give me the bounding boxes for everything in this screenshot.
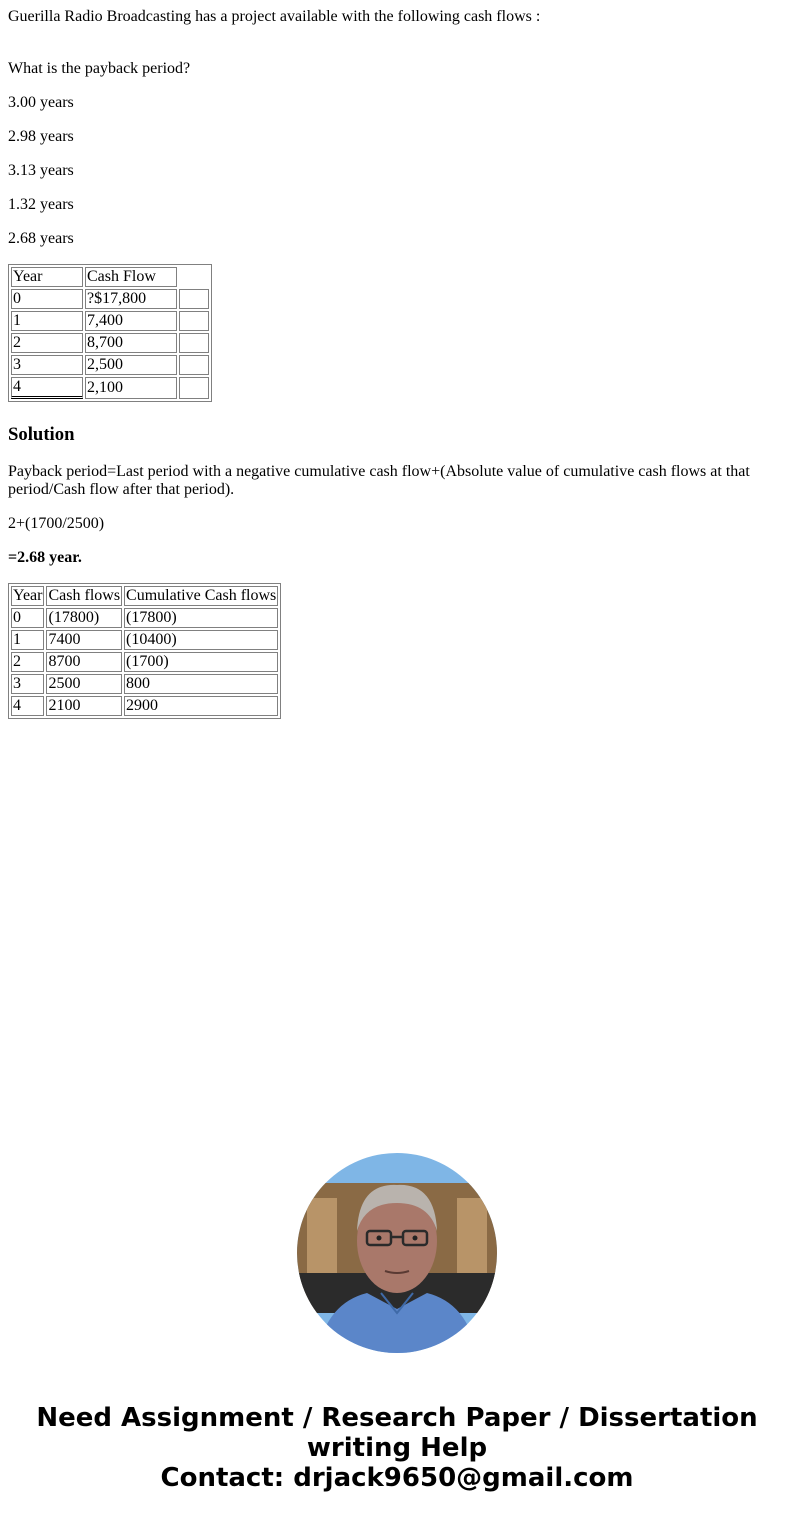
table-cell: 7400: [46, 630, 122, 650]
solution-heading: Solution: [8, 424, 75, 445]
table-row: [11, 608, 278, 628]
answer-option: 2.68 years: [8, 230, 74, 247]
table-header-row: [11, 267, 209, 287]
solution-formula: Payback period=Last period with a negative cumulative cash flow+(Absolute value of cumulative cash flows at that period/Cash flow after that period).: [8, 463, 750, 498]
question-prompt: What is the payback period?: [8, 60, 191, 77]
table-cell: 8700: [46, 652, 122, 672]
table-cell: 1: [11, 311, 83, 331]
table-cell: 0: [11, 608, 44, 628]
table-header-cell: Year: [11, 267, 83, 287]
footer-line: Need Assignment / Research Paper / Dissertation: [36, 1403, 758, 1433]
cumulative-cash-flow-table: [8, 583, 281, 719]
footer-contact-line: Contact: drjack9650@gmail.com: [160, 1463, 634, 1493]
answer-option: 2.98 years: [8, 128, 74, 145]
table-row: [11, 630, 278, 650]
table-cell: 2900: [124, 696, 278, 716]
question-text: Guerilla Radio Broadcasting has a project available with the following cash flows :: [8, 8, 541, 25]
table-row: [11, 377, 209, 399]
table-cell: 1: [11, 630, 44, 650]
table-empty-cell: [179, 311, 209, 331]
table-cell: 800: [124, 674, 278, 694]
table-cell: (1700): [124, 652, 278, 672]
table-cell: (17800): [124, 608, 278, 628]
table-cell: 2: [11, 333, 83, 353]
table-row: [11, 355, 209, 375]
table-empty-cell: [179, 355, 209, 375]
table-cell: 8,700: [85, 333, 177, 353]
table-row: [11, 674, 278, 694]
table-header-row: [11, 586, 278, 606]
table-header-cell: Cash Flow: [85, 267, 177, 287]
table-cell: ?$17,800: [85, 289, 177, 309]
table-cell: (17800): [46, 608, 122, 628]
table-row: [11, 652, 278, 672]
solution-calculation: 2+(1700/2500): [8, 515, 105, 532]
cash-flow-table: [8, 264, 212, 402]
table-row: [11, 333, 209, 353]
footer-contact-banner: [0, 1403, 794, 1493]
table-cell: 3: [11, 355, 83, 375]
table-cell: 4: [11, 696, 44, 716]
author-avatar: [297, 1153, 497, 1353]
table-header-cell: Cash flows: [48, 587, 121, 604]
table-cell: 4: [11, 377, 83, 399]
table-cell: 3: [11, 674, 44, 694]
table-header-cell: Year: [13, 587, 43, 604]
table-header-cell: Cumulative Cash flows: [126, 587, 277, 604]
table-empty-cell: [179, 289, 209, 309]
answer-option: 3.00 years: [8, 94, 74, 111]
table-empty-cell: [179, 267, 209, 287]
table-cell: (10400): [124, 630, 278, 650]
table-cell: 2,100: [85, 377, 177, 399]
solution-answer: =2.68 year.: [8, 549, 82, 566]
table-row: [11, 289, 209, 309]
table-cell: 0: [11, 289, 83, 309]
table-cell: 2500: [46, 674, 122, 694]
answer-option: 3.13 years: [8, 162, 74, 179]
table-empty-cell: [179, 333, 209, 353]
table-cell: 2100: [46, 696, 122, 716]
table-empty-cell: [179, 377, 209, 399]
table-cell: 2,500: [85, 355, 177, 375]
table-cell: 2: [11, 652, 44, 672]
footer-line: writing Help: [306, 1433, 488, 1463]
table-row: [11, 696, 278, 716]
table-cell: 7,400: [85, 311, 177, 331]
author-portrait-image: [297, 1153, 497, 1353]
answer-option: 1.32 years: [8, 196, 74, 213]
table-row: [11, 311, 209, 331]
